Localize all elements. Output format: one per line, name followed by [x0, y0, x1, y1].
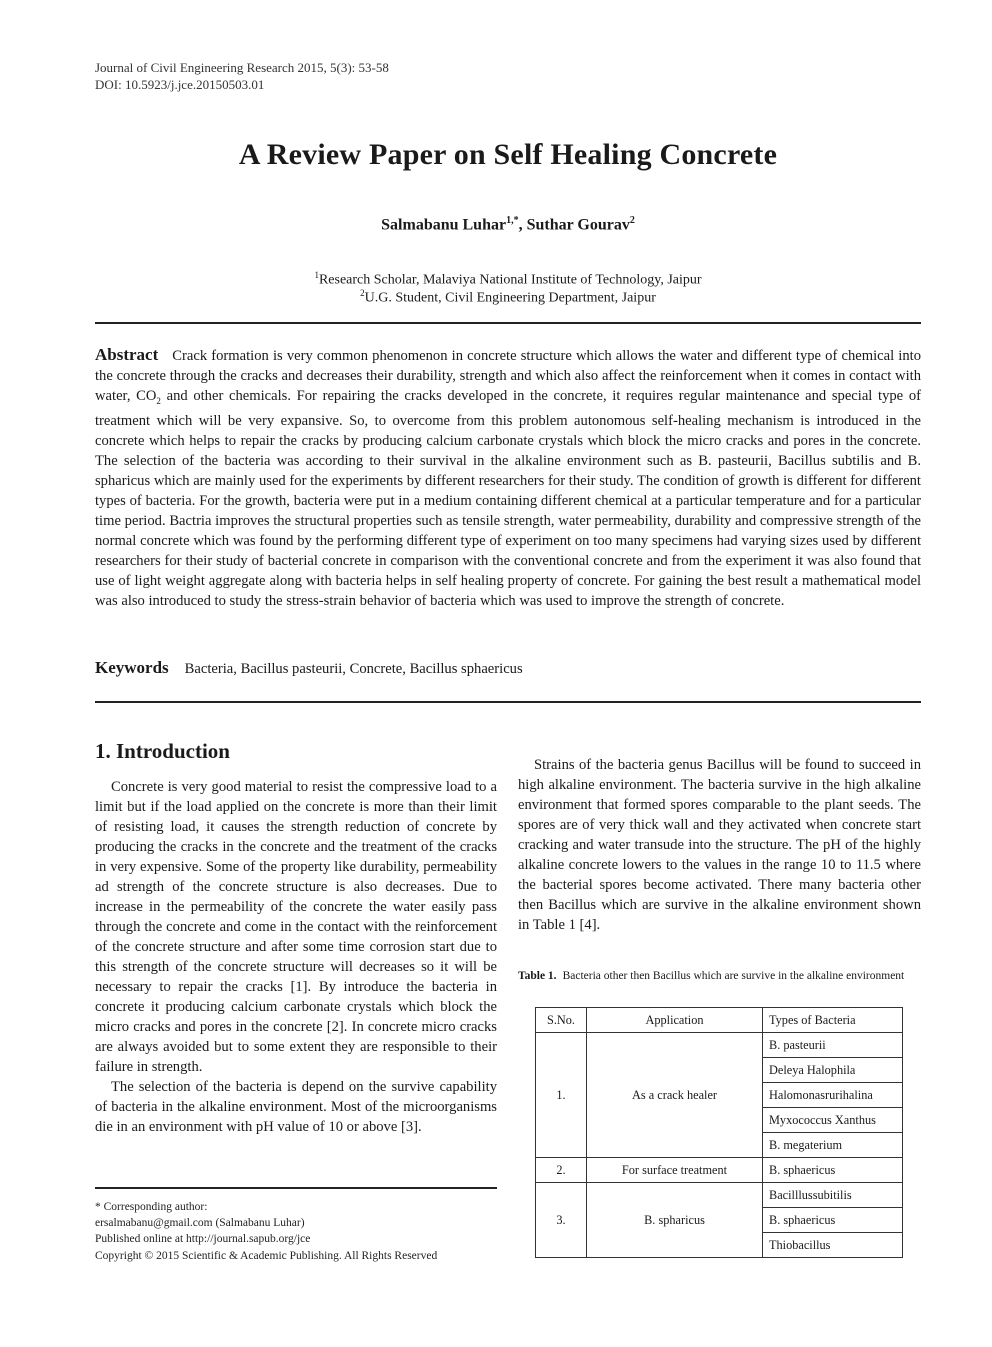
cell-bacteria: Thiobacillus — [763, 1233, 903, 1258]
cell-bacteria: Bacilllussubitilis — [763, 1183, 903, 1208]
section-heading-introduction: 1. Introduction — [95, 739, 230, 763]
author-2-affil-mark: 2 — [629, 215, 635, 226]
author-1-name: Salmabanu Luhar — [381, 216, 507, 234]
abstract-text-2: and other chemicals. For repairing the cracks developed in the concrete, it requires regular maintenance and special type of treatment which will be very expansive. So, to overcome from this problem autonomous self-healing mechanism is introduced in the concrete which helps to repair the cracks by producing calcium carbonate crystals which block the micro cracks and pores in the concrete. The selection of the bacteria was according to their survival in the alkaline environment such as B. pasteurii, Bacillus subtilis and B. spharicus which are mainly used for the experiments by different researchers for their study. The condition of growth is different for different types of bacteria. For the growth, bacteria were put in a medium containing different chemical at a particular temperature and for a particular time period. Bactria improves the structural properties such as tensile strength, water permeability, durability and compressive strength of the normal concrete which was found by the performing different type of experiment on too many specimens had varying sizes used by different researchers for their study of bacterial concrete in comparison with the conventional concrete and from the experiment it was also found that use of light weight aggregate along with bacteria helps in self healing property of concrete. For gaining the best result a mathematical model was also introduced to study the stress-strain behavior of bacteria which was used to improve the strength of concrete. — [95, 388, 921, 609]
cell-bacteria: B. megaterium — [763, 1133, 903, 1158]
cell-bacteria: Halomonasrurihalina — [763, 1083, 903, 1108]
cell-bacteria: Deleya Halophila — [763, 1058, 903, 1083]
abstract-block — [95, 345, 921, 611]
table-caption — [518, 970, 921, 983]
affiliation-1-text: Research Scholar, Malaviya National Institute of Technology, Jaipur — [318, 272, 702, 288]
author-2-name: Suthar Gourav — [526, 216, 630, 234]
cell-sno: 1. — [536, 1033, 587, 1158]
paper-title: A Review Paper on Self Healing Concrete — [238, 138, 778, 171]
affiliation-2-mark: 2 — [360, 288, 365, 298]
abstract-divider — [95, 701, 921, 703]
cell-bacteria: B. pasteurii — [763, 1033, 903, 1058]
cell-bacteria: B. sphaericus — [763, 1158, 903, 1183]
right-column — [518, 755, 921, 935]
abstract-label: Abstract — [95, 345, 159, 364]
table-header-row — [536, 1008, 903, 1033]
left-column — [95, 777, 497, 1137]
table-row — [536, 1183, 903, 1208]
cell-bacteria: B. sphaericus — [763, 1208, 903, 1233]
bacteria-table — [535, 1007, 903, 1258]
keywords-block — [95, 657, 921, 680]
keywords-label: Keywords — [95, 658, 169, 677]
cell-bacteria: Myxococcus Xanthus — [763, 1108, 903, 1133]
abstract-text-1: Crack formation is very common phenomenon in concrete structure which allows the water and different type of chemical into the concrete through the cracks and decreases their durability, strength and which also affect the reinforcement when it comes in contact with water, CO — [95, 348, 921, 404]
affiliation-1-mark: 1 — [314, 270, 319, 280]
author-list — [95, 215, 921, 234]
table-caption-label: Table 1. — [518, 970, 557, 982]
cell-application: As a crack healer — [587, 1033, 763, 1158]
cell-sno: 3. — [536, 1183, 587, 1258]
header-application: Application — [587, 1008, 763, 1033]
abstract-subscript: 2 — [156, 395, 161, 406]
author-1-affil-mark: 1,* — [506, 215, 519, 226]
table-row — [536, 1033, 903, 1058]
intro-paragraph-1: Concrete is very good material to resist the compressive load to a limit but if the load applied on the concrete is more than their limit of resisting load, it causes the strength reduction of concrete by producing the cracks in the concrete and the treatment of the cracks in very expensive. Some of the property like durability, permeability ad strength of the concrete structure is also decreases. Due to increase in the permeability of the concrete the water easily pass through the concrete and come in the contact with the reinforcement of the concrete structure and after some time corrosion start due to this strength of the concrete structure will decreases so it will be necessary to repair the cracks [1]. By introduce the bacteria in concrete it producing calcium carbonate crystals which block the micro cracks and pores in the concrete [2]. In concrete micro cracks are always avoided but to some extent they are responsible to their failure in strength. — [95, 779, 497, 1075]
journal-citation: Journal of Civil Engineering Research 2015, 5(3): 53-58 — [95, 60, 389, 75]
doi-line: DOI: 10.5923/j.jce.20150503.01 — [95, 77, 265, 92]
footnote-divider — [95, 1187, 497, 1189]
footnote-email: ersalmabanu@gmail.com (Salmabanu Luhar) — [95, 1217, 305, 1229]
affiliation-2-text: U.G. Student, Civil Engineering Department, Jaipur — [364, 290, 656, 306]
footnote-published: Published online at http://journal.sapub.org/jce — [95, 1233, 311, 1245]
cell-sno: 2. — [536, 1158, 587, 1183]
author-separator: , — [518, 216, 527, 234]
footnote-copyright: Copyright © 2015 Scientific & Academic Publishing. All Rights Reserved — [95, 1250, 438, 1262]
header-sno: S.No. — [536, 1008, 587, 1033]
intro-paragraph-2: The selection of the bacteria is depend on the survive capability of bacteria in the alkaline environment. Most of the microorganisms die in an environment with pH value of 10 or above [3]. — [95, 1079, 497, 1135]
table-caption-text: Bacteria other then Bacillus which are survive in the alkaline environment — [562, 970, 905, 982]
affiliation-2 — [95, 284, 921, 308]
header-types: Types of Bacteria — [763, 1008, 903, 1033]
footnote-corresponding: * Corresponding author: — [95, 1201, 208, 1213]
cell-application: For surface treatment — [587, 1158, 763, 1183]
top-divider — [95, 322, 921, 324]
keywords-text: Bacteria, Bacillus pasteurii, Concrete, Bacillus sphaericus — [184, 661, 523, 677]
table-row — [536, 1158, 903, 1183]
intro-paragraph-3: Strains of the bacteria genus Bacillus will be found to succeed in high alkaline environment. The bacteria survive in the high alkaline environment that formed spores comparable to the plant seeds. The spores are of very thick wall and they activated when concrete start cracking and water transude into the structure. The pH of the highly alkaline concrete lowers to the values in the range 10 to 11.5 where the bacterial spores become activated. There many bacteria other then Bacillus which are survive in the alkaline environment shown in Table 1 [4]. — [518, 757, 921, 933]
cell-application: B. spharicus — [587, 1183, 763, 1258]
